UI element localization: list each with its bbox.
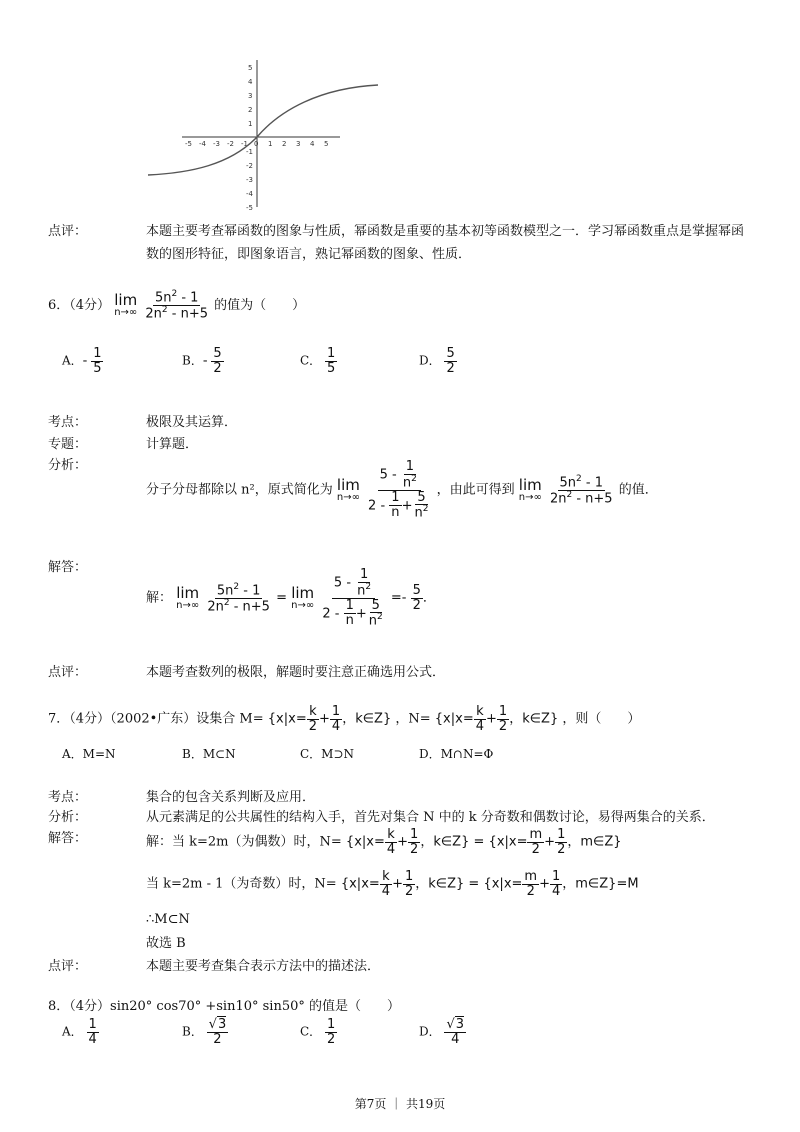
denominator: $2n^2 - n+5$: [145, 304, 208, 322]
y-tick: -2: [246, 162, 253, 170]
q7-solution-even: 解：当 k=2m（为偶数）时，N= {x|x= $\frac{k}{4}$ + $\frac{1}{2}$ ，k∈Z} = {x|x= $\frac{m}{2}$ + $\frac{1}{2}$ ，m∈Z}: [146, 827, 622, 857]
x-tick: 0: [254, 140, 259, 148]
x-tick: -5: [185, 140, 192, 148]
limit: lim n→∞: [336, 475, 360, 503]
comment-label: 点评：: [48, 224, 88, 239]
lim-text: lim: [114, 290, 138, 309]
q7-question: 7．（4分）（2002•广东）设集合 M= {x|x= $\frac{k}{2}$ + $\frac{1}{4}$ ，k∈Z} ，N= {x|x= $\frac{k}{4}$ + $\frac{1}{2}$ ，k∈Z} ，则（ ）: [48, 704, 641, 734]
q6-solution: 解： lim n→∞ $\frac{5n^2 - 1}{2n^2 - n+5}$ = lim n→∞ 5 - $\frac{1}{n^2}$ 2 - $\frac{1}{n}$ + $\frac{5}{n^2}$ =- $\frac{5}{2}$ ．: [146, 567, 436, 629]
q7-solution-odd: 当 k=2m - 1（为奇数）时，N= {x|x= $\frac{k}{4}$ + $\frac{1}{2}$ ，k∈Z} = {x|x= $\frac{m}{2}$ + $\frac{1}{4}$ ，m∈Z}=M: [146, 869, 639, 899]
q6-zhuanti: 计算题．: [146, 437, 199, 452]
comment-label: 点评：: [48, 665, 88, 680]
q6-analysis: 分子分母都除以 n²，原式简化为 lim n→∞ 5 - $\frac{1}{n^2}$ 2 - $\frac{1}{n}$ + $\frac{5}{n^2}$ ，由此可得到 lim n→∞ $\frac{5n^2 - 1}{2n^2 - n+5}$ 的值．: [146, 459, 658, 521]
q6-option-d[interactable]: D． $\frac{5}{2}$: [419, 346, 455, 376]
zhuanti-label: 专题：: [48, 437, 88, 452]
function-curve: [148, 85, 378, 175]
fraction: [143, 290, 210, 321]
y-tick: 2: [248, 106, 253, 114]
q6-kaodian: 极限及其运算．: [146, 415, 238, 430]
q8-option-d[interactable]: D． $\frac{√3}{4}$: [419, 1017, 465, 1047]
sqrt-sign: √: [208, 1017, 217, 1032]
q8-option-c[interactable]: C． $\frac{1}{2}$: [300, 1017, 336, 1047]
fenxi-label: 分析：: [48, 810, 88, 825]
q6-option-c[interactable]: C． $\frac{1}{5}$: [300, 346, 336, 376]
q6-question: [48, 290, 305, 321]
q7-option-b[interactable]: B．M⊂N: [182, 747, 236, 761]
x-tick: -1: [241, 140, 248, 148]
q8-question: 8．（4分）sin20° cos70° +sin10° sin50° 的值是（ ）: [48, 999, 401, 1014]
q8-option-a[interactable]: A． $\frac{1}{4}$: [62, 1017, 97, 1047]
y-tick: 3: [248, 92, 253, 100]
q6-option-b[interactable]: B．- $\frac{5}{2}$: [182, 346, 222, 376]
q7-option-d[interactable]: D．M∩N=Φ: [419, 747, 494, 761]
q6-comment: 本题考查数列的极限，解题时要注意正确选用公式．: [146, 665, 446, 680]
lim-sub: n→∞: [114, 306, 138, 318]
y-tick: 4: [248, 78, 253, 86]
kaodian-label: 考点：: [48, 790, 88, 805]
power-function-graph: [140, 55, 390, 215]
q6-suffix: 的值为（ ）: [214, 297, 306, 313]
x-tick: -4: [199, 140, 206, 148]
y-tick: -5: [246, 204, 253, 212]
x-tick: 1: [268, 140, 273, 148]
jieda-label: 解答：: [48, 560, 88, 575]
q7-therefore: ∴M⊂N: [146, 912, 190, 927]
q7-option-c[interactable]: C．M⊃N: [300, 747, 355, 761]
jieda-label: 解答：: [48, 831, 88, 846]
y-tick: 1: [248, 120, 253, 128]
x-tick: 5: [324, 140, 329, 148]
q8-option-b[interactable]: B． $\frac{√3}{2}$: [182, 1017, 227, 1047]
y-tick: -1: [246, 148, 253, 156]
sqrt-sign: √: [446, 1017, 455, 1032]
q7-option-a[interactable]: A．M=N: [62, 747, 116, 761]
q7-choose: 故选 B: [146, 936, 186, 951]
page-footer: 第7页 ｜ 共19页: [354, 1097, 446, 1111]
q6-option-a[interactable]: A．- $\frac{1}{5}$: [62, 346, 102, 376]
y-tick: -4: [246, 190, 253, 198]
x-tick: -3: [213, 140, 220, 148]
limit: [114, 290, 138, 318]
y-tick: 5: [248, 64, 253, 72]
x-tick: -2: [227, 140, 234, 148]
x-tick: 4: [310, 140, 315, 148]
q7-comment: 本题主要考查集合表示方法中的描述法．: [146, 959, 381, 974]
simplified-fraction: 5 - $\frac{1}{n^2}$ 2 - $\frac{1}{n}$ + $\frac{5}{n^2}$: [368, 459, 429, 521]
q5-comment-line1: 本题主要考查幂函数的图象与性质，幂函数是重要的基本初等函数模型之一．学习幂函数重点是掌握幂函: [146, 224, 745, 239]
fenxi-label: 分析：: [48, 458, 88, 473]
x-tick: 2: [282, 140, 287, 148]
numerator: $5n^2 - 1$: [154, 289, 199, 306]
q7-analysis: 从元素满足的公共属性的结构入手，首先对集合 N 中的 k 分奇数和偶数讨论，易得两集合的关系．: [146, 810, 715, 825]
q7-kaodian: 集合的包含关系判断及应用．: [146, 790, 316, 805]
comment-label: 点评：: [48, 959, 88, 974]
y-tick: -3: [246, 176, 253, 184]
q6-prefix: 6．（4分）: [48, 297, 111, 313]
kaodian-label: 考点：: [48, 415, 88, 430]
q5-comment-line2: 数的图形特征，即图象语言，熟记幂函数的图象、性质．: [146, 247, 472, 262]
x-tick: 3: [296, 140, 301, 148]
